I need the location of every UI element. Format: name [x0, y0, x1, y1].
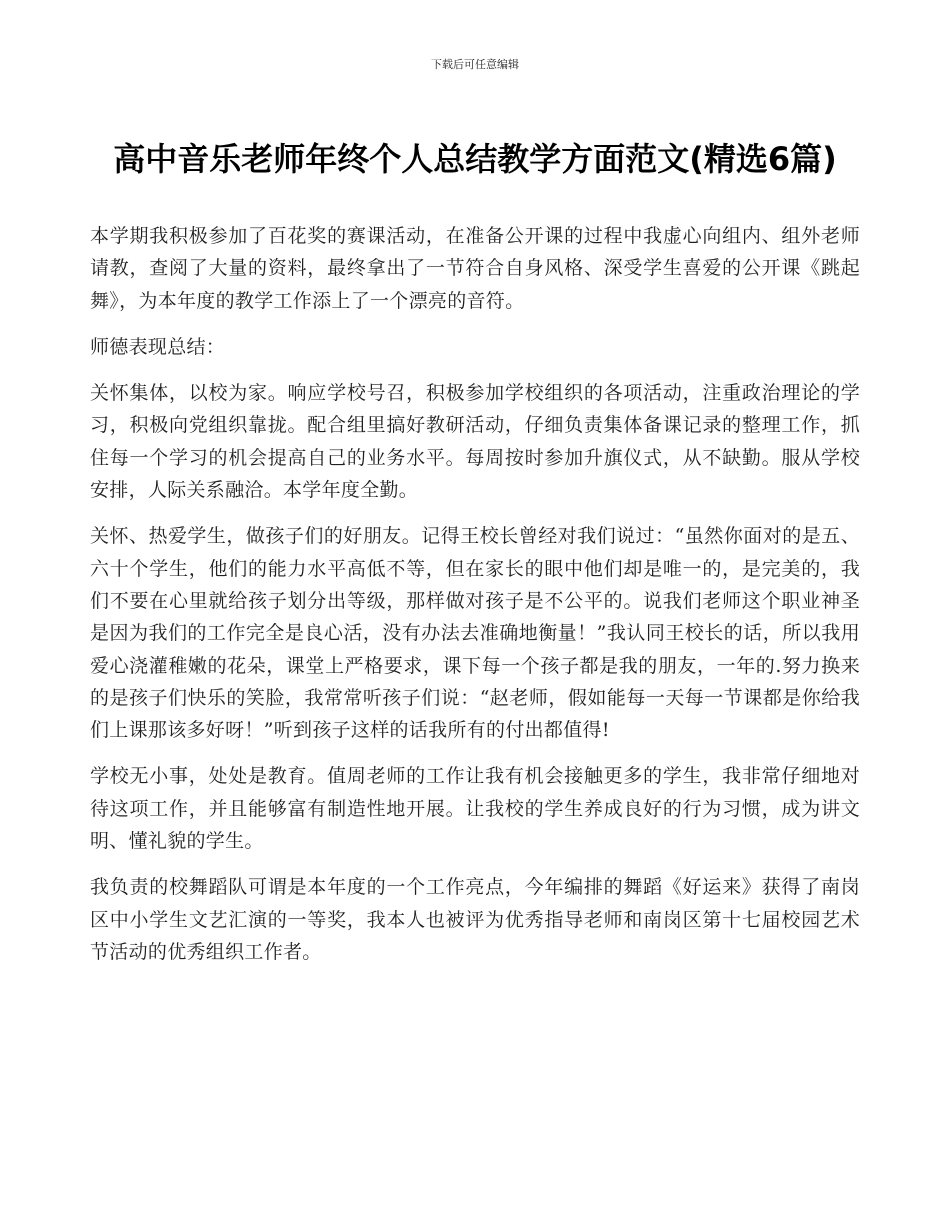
document-title: 高中音乐老师年终个人总结教学方面范文(精选6篇) — [113, 140, 837, 178]
paragraph-duty-teacher: 学校无小事，处处是教育。值周老师的工作让我有机会接触更多的学生，我非常仔细地对待这项工作，并且能够富有制造性地开展。让我校的学生养成良好的行为习惯，成为讲文明、懂礼貌的学生。 — [90, 765, 860, 853]
header-note: 下载后可任意编辑 — [431, 58, 519, 71]
paragraph-dance-team: 我负责的校舞蹈队可谓是本年度的一个工作亮点，今年编排的舞蹈《好运来》获得了南岗区中小学生文艺汇演的一等奖，我本人也被评为优秀指导老师和南岗区第十七届校园艺术节活动的优秀组织工作者。 — [90, 876, 860, 963]
paragraph-intro: 本学期我积极参加了百花奖的赛课活动，在准备公开课的过程中我虚心向组内、组外老师请教，查阅了大量的资料，最终拿出了一节符合自身风格、深受学生喜爱的公开课《跳起舞》，为本年度的教学工作添上了一个漂亮的音符。 — [90, 225, 860, 312]
paragraph-ethics-heading: 师德表现总结： — [90, 335, 226, 358]
paragraph-students: 关怀、热爱学生，做孩子们的好朋友。记得王校长曾经对我们说过：“虽然你面对的是五、六十个学生，他们的能力水平高低不等，但在家长的眼中他们却是唯一的，是完美的，我们不要在心里就给孩子划分出等级，那样做对孩子是不公平的。说我们老师这个职业神圣是因为我们的工作完全是良心活，没有办法去准确地衡量！”我认同王校长的话，所以我用爱心浇灌稚嫩的花朵，课堂上严格要求，课下每一个孩子都是我的朋友，一年的.努力换来的是孩子们快乐的笑脸，我常常听孩子们说：“赵老师，假如能每一天每一节课都是你给我们上课那该多好呀！”听到孩子这样的话我所有的付出都值得! — [90, 525, 860, 742]
paragraph-collective: 关怀集体，以校为家。响应学校号召，积极参加学校组织的各项活动，注重政治理论的学习，积极向党组织靠拢。配合组里搞好教研活动，仔细负责集体备课记录的整理工作，抓住每一个学习的机会提高自己的业务水平。每周按时参加升旗仪式，从不缺勤。服从学校安排，人际关系融洽。本学年度全勤。 — [90, 382, 860, 502]
document-body — [90, 220, 860, 982]
